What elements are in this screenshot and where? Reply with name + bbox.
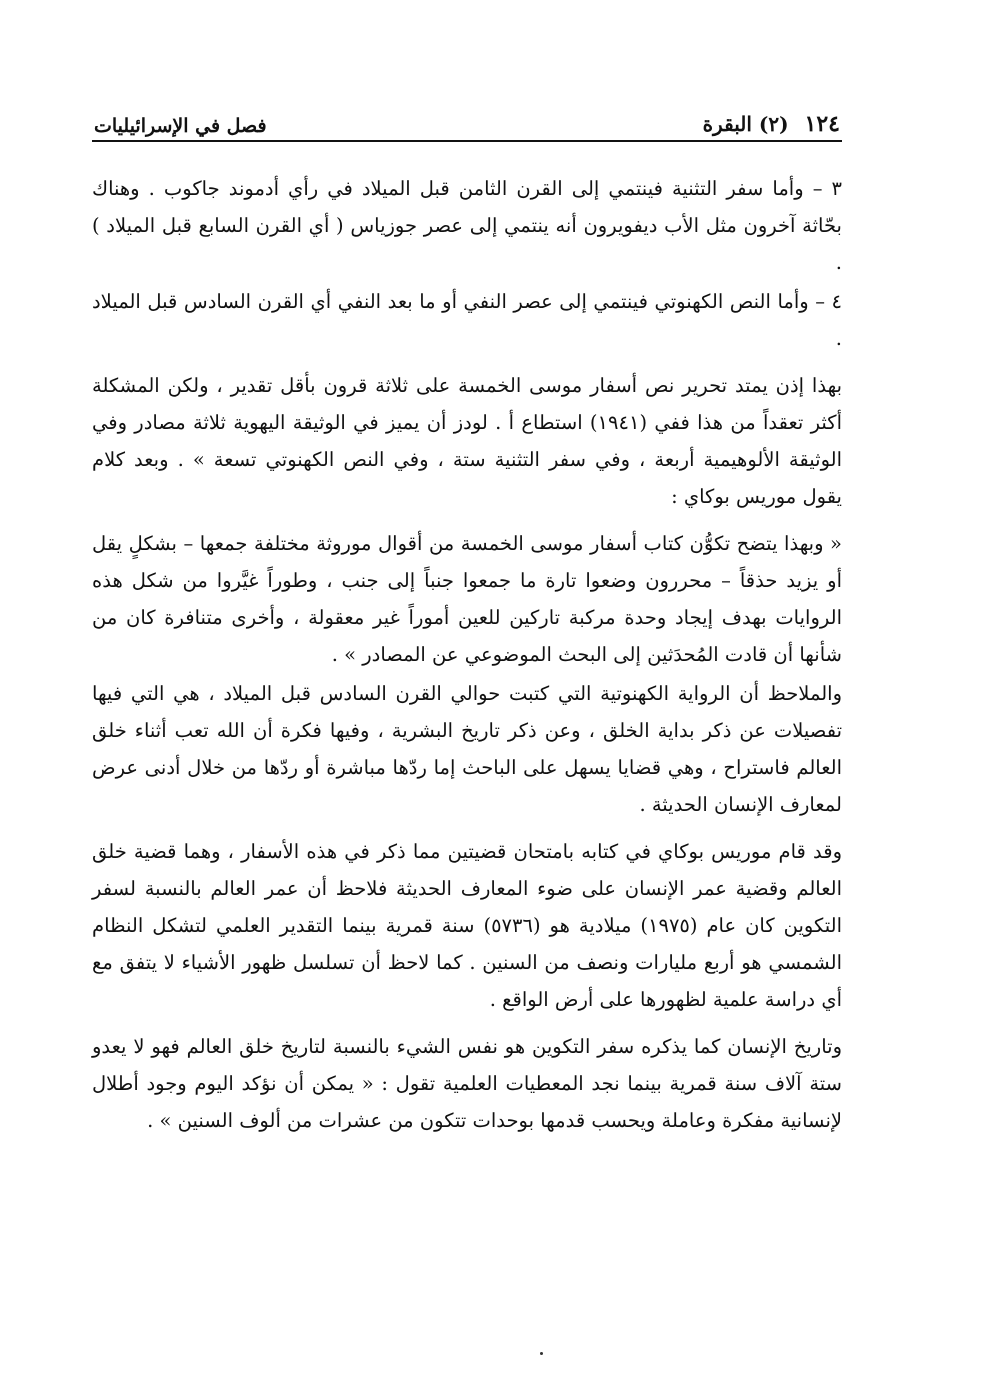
chapter-label: (٢) البقرة (702, 112, 789, 136)
paragraph-3: بهذا إذن يمتد تحرير نص أسفار موسى الخمسة على ثلاثة قرون بأقل تقدير ، ولكن المشكلة أكثر تعقداً من هذا ففي (١٩٤١) استطاع أ . لودز أن يميز في الوثيقة اليهوية ثلاثة مصادر وفي الوثيقة الألوهيمية أربعة ، وفي سفر التثنية ستة ، وفي النص الكهنوتي تسعة » . وبعد كلام يقول موريس بوكاي : (92, 374, 842, 508)
page-number: ١٢٤ (804, 111, 840, 137)
header-right (703, 111, 840, 137)
paragraph-1: ٣ – وأما سفر التثنية فينتمي إلى القرن الثامن قبل الميلاد في رأي أدموند جاكوب . وهناك بحّاثة آخرون مثل الأب ديفويرون أنه ينتمي إلى عصر جوزياس ( أي القرن السابع قبل الميلاد ) . (92, 177, 842, 274)
document-page (92, 108, 842, 1308)
paragraph-5: والملاحظ أن الرواية الكهنوتية التي كتبت حوالي القرن السادس قبل الميلاد ، هي التي فيها تفصيلات عن ذكر بداية الخلق ، وعن ذكر تاريخ البشرية ، وفيها فكرة أن الله تعب أثناء خلق العالم فاستراح ، وهي قضايا يسهل على الباحث إما ردّها مباشرة أو ردّها من خلال أدنى عرض لمعارف الإنسان الحديثة . (92, 682, 842, 816)
paragraph-7: وتاريخ الإنسان كما يذكره سفر التكوين هو نفس الشيء بالنسبة لتاريخ خلق العالم فهو لا يعدو ستة آلاف سنة قمرية بينما نجد المعطيات العلمية تقول : « يمكن أن نؤكد اليوم وجود أطلال لإنسانية مفكرة وعاملة ويحسب قدمها بوحدات تتكون من عشرات من ألوف السنين » . (92, 1035, 842, 1132)
section-title: فصل في الإسرائيليات (94, 115, 267, 137)
paragraph-2: ٤ – وأما النص الكهنوتي فينتمي إلى عصر النفي أو ما بعد النفي أي القرن السادس قبل الميلاد . (92, 290, 842, 350)
page-header (92, 108, 842, 142)
page-body (92, 170, 842, 1139)
quote-paragraph: « وبهذا يتضح تكوُّن كتاب أسفار موسى الخمسة من أقوال موروثة مختلفة جمعها – بشكلٍ يقل أو يزيد حذقاً – محررون وضعوا تارة ما جمعوا جنباً إلى جنب ، وطوراً غيَّروا من شكل هذه الروايات بهدف إيجاد وحدة مركبة تاركين للعين أموراً غير معقولة ، وأخرى متنافرة كان من شأنها أن قادت المُحدَثين إلى البحث الموضوعي عن المصادر » . (92, 532, 842, 666)
paragraph-6: وقد قام موريس بوكاي في كتابه بامتحان قضيتين مما ذكر في هذه الأسفار ، وهما قضية خلق العالم وقضية عمر الإنسان على ضوء المعارف الحديثة فلاحظ أن عمر العالم بالنسبة لسفر التكوين كان عام (١٩٧٥) ميلادية هو (٥٧٣٦) سنة قمرية بينما التقدير العلمي لتشكل النظام الشمسي هو أربع مليارات ونصف من السنين . كما لاحظ أن تسلسل ظهور الأشياء لا يتفق مع أي دراسة علمية لظهورها على أرض الواقع . (92, 840, 842, 1011)
page-mark (540, 1352, 543, 1355)
